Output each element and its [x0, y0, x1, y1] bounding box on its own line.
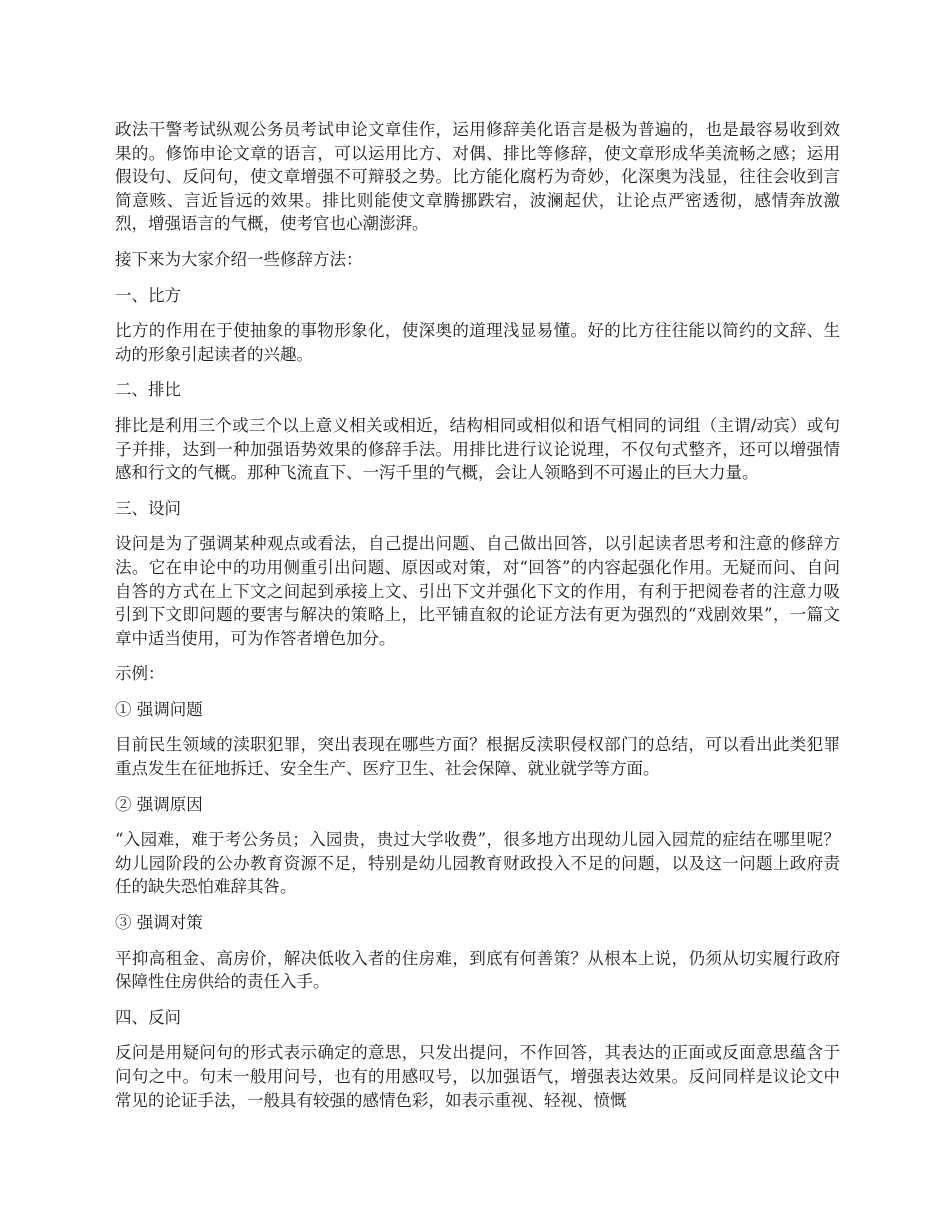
- transition-paragraph: 接下来为大家介绍一些修辞方法：: [115, 249, 363, 269]
- section-heading-counter-question: 四、反问: [115, 1007, 181, 1027]
- section-heading-rhetorical-question: 三、设问: [115, 498, 181, 518]
- example-problem-paragraph: 目前民生领域的渎职犯罪，突出表现在哪些方面？根据反渎职侵权部门的总结，可以看出此类犯罪重点发生在征地拆迁、安全生产、医疗卫生、社会保障、就业就学等方面。: [115, 735, 840, 779]
- example-heading-problem: ① 强调问题: [115, 699, 203, 719]
- parallelism-paragraph: 排比是利用三个或三个以上意义相关或相近，结构相同或相似和语气相同的词组（主谓/动宾）或句子并排，达到一种加强语势效果的修辞手法。用排比进行议论说理，不仅句式整齐，还可以增强情感和行文的气概。那种飞流直下、一泻千里的气概，会让人领略到不可遏止的巨大力量。: [115, 415, 840, 483]
- rhetorical-question-paragraph: 设问是为了强调某种观点或看法，自己提出问题、自己做出回答，以引起读者思考和注意的修辞方法。它在申论中的功用侧重引出问题、原因或对策，对“回答”的内容起强化作用。无疑而问、自问自答的方式在上下文之间起到承接上文、引出下文并强化下文的作用，有利于把阅卷者的注意力吸引到下文即问题的要害与解决的策略上，比平铺直叙的论证方法有更为强烈的“戏剧效果”，一篇文章中适当使用，可为作答者增色加分。: [115, 534, 840, 648]
- example-heading-countermeasure: ③ 强调对策: [115, 913, 203, 933]
- section-heading-metaphor: 一、比方: [115, 285, 181, 305]
- counter-question-paragraph: 反问是用疑问句的形式表示确定的意思，只发出提问，不作回答，其表达的正面或反面意思蕴含于问句之中。句末一般用问号，也有的用感叹号，以加强语气，增强表达效果。反问同样是议论文中常见的论证手法，一般具有较强的感情色彩，如表示重视、轻视、愤慨: [115, 1043, 840, 1110]
- examples-label: 示例：: [115, 664, 165, 684]
- document-body: [115, 118, 840, 1124]
- example-countermeasure-paragraph: 平抑高租金、高房价，解决低收入者的住房难，到底有何善策？从根本上说，仍须从切实履行政府保障性住房供给的责任入手。: [115, 948, 840, 992]
- section-heading-parallelism: 二、排比: [115, 380, 181, 400]
- metaphor-paragraph: 比方的作用在于使抽象的事物形象化，使深奥的道理浅显易懂。好的比方往往能以简约的文辞、生动的形象引起读者的兴趣。: [115, 321, 840, 364]
- example-heading-cause: ② 强调原因: [115, 794, 203, 814]
- intro-paragraph: 政法干警考试纵观公务员考试申论文章佳作，运用修辞美化语言是极为普遍的，也是最容易收到效果的。修饰申论文章的语言，可以运用比方、对偶、排比等修辞，使文章形成华美流畅之感；运用假设句、反问句，使文章增强不可辩驳之势。比方能化腐朽为奇妙，化深奥为浅显，往往会收到言简意赅、言近旨远的效果。排比则能使文章腾挪跌宕，波澜起伏，让论点严密透彻，感情奔放激烈，增强语言的气概，使考官也心潮澎湃。: [115, 120, 840, 234]
- example-cause-paragraph: “入园难，难于考公务员；入园贵，贵过大学收费”，很多地方出现幼儿园入园荒的症结在哪里呢？幼儿园阶段的公办教育资源不足，特别是幼儿园教育财政投入不足的问题，以及这一问题上政府责任的缺失恐怕难辞其咎。: [115, 830, 840, 897]
